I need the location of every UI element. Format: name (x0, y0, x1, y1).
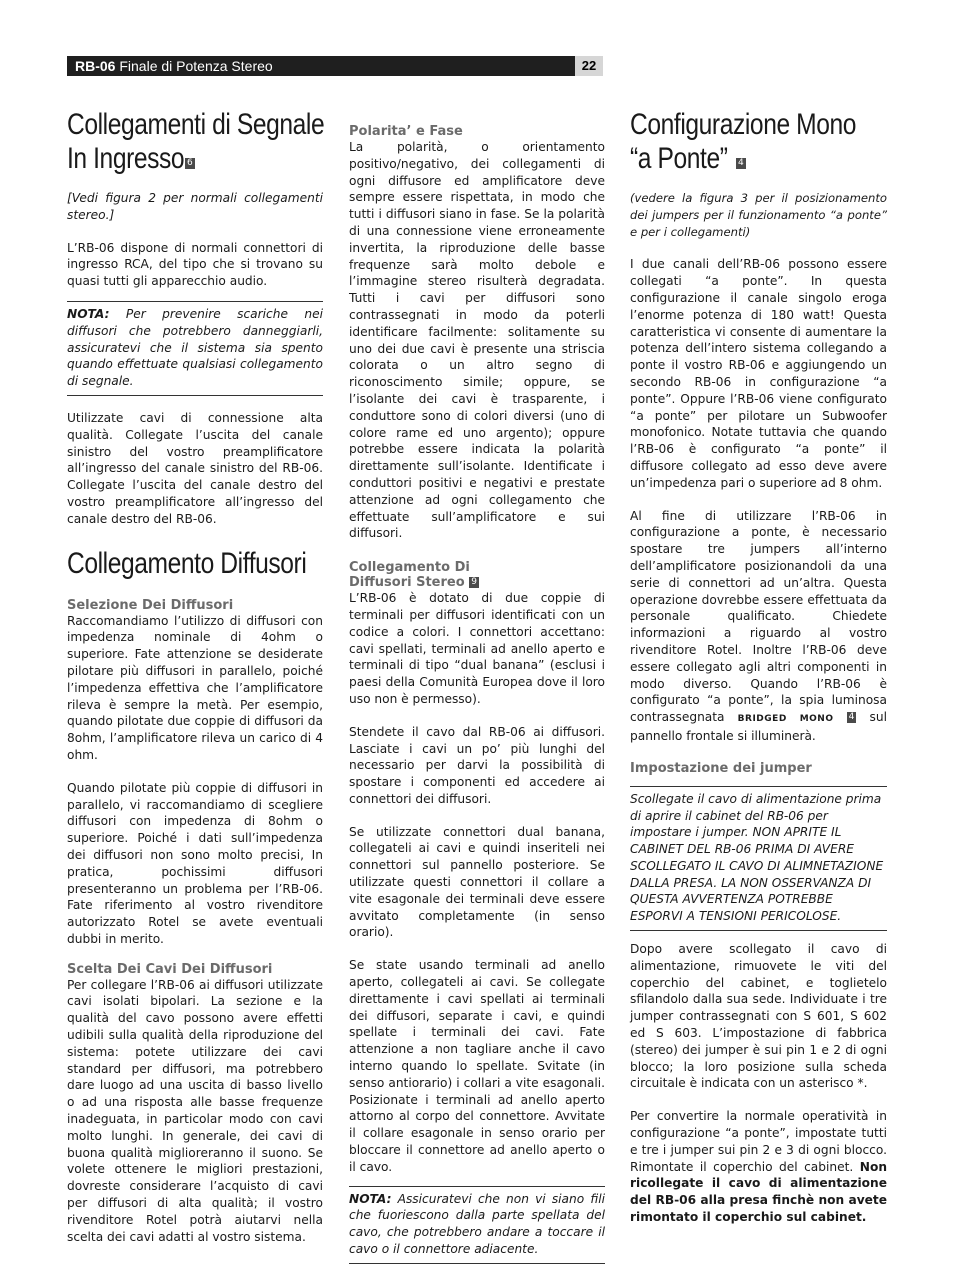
header-title (75, 56, 273, 76)
subheading: Polarita’ e Fase (349, 124, 463, 139)
paragraph-text: Al fine di utilizzare l’RB-06 in configurazione a ponte, è necessario spostare tre jumpers all’interno dell’amplificatore posizionandoli da una serie di connettori ad un’altra. Questa operazione dovrebbe essere effettuata da personale qualificato. Chiedete informazioni a riguardo al vostro rivenditore Rotel. Inoltre l’RB-06 deve essere collegato agli altri componenti in modo diverso. Quando l’RB-06 è configurato “a ponte”, la spia luminosa contrassegnata (630, 508, 887, 725)
paragraph: Per collegare l’RB-06 ai diffusori utilizzate cavi isolati bipolari. La sezione e la qualità del cavo possono avere effetti udibili sulla qualità della riproduzione del sistema: potete utilizzare dei cavi standard per diffusori, ma potrebbero dare luogo ad una uscita di basso livello o ad una risposta alle basse frequenze inadeguata, in particolar modo con cavi molto lunghi. In generale, dei cavi di buona qualità miglioreranno il suono. Se volete ottenere le migliori prestazioni, dovreste considerare l’acquisto di cavi per diffusori di alta qualità; il vostro rivenditore Rotel potrà aiutarvi nella scelta dei cavi adatti al vostro sistema. (67, 977, 323, 1244)
paragraph: Raccomandiamo l’utilizzo di diffusori con impedenza nominale di 4ohm o superiore. Fate attenzione se desiderate pilotare più diffusori in parallelo, poiché l’impedenza effettiva che l’amplificatore rileva è sempre la metà. Per esempio, quando pilotate due coppie di diffusori da 8ohm, l’amplificatore rileva un carico di 4 ohm. (67, 613, 323, 762)
header-model: RB-06 (75, 58, 116, 74)
paragraph: Quando pilotate più coppie di diffusori in parallelo, vi raccomandiamo di scegliere diffusori con impedenza di 8ohm o superiore. Poiché i dati sull’impedenza dei diffusori non sono molto precisi, In pratica, pochissimi diffusori presenteranno un problema per l’RB-06. Fate riferimento al vostro rivenditore autorizzato Rotel se avete eventuali dubbi in merito. (67, 780, 323, 946)
section-title-speakers: Collegamento Diffusori (67, 546, 307, 580)
figure-reference: (vedere la figura 3 per il posizionamento dei jumpers per il funzionamento “a ponte” e per i collegamenti) (630, 191, 887, 239)
paragraph: La polarità, o orientamento positivo/negativo, dei collegamenti di ogni diffusore ed amplificatore deve sempre essere rispettata, in modo che tutti i diffusori siano in fase. Se la polarità di una connessione viene erroneamente invertita, la riproduzione delle basse frequenze sarà molto debole e l’immagine stereo risulterà degradata. Tutti i cavi per diffusori sono contrassegnati in modo da poterli identificare facilmente: solitamente su uno dei due cavi è presente una striscia colorata o un altro segno di riconoscimento simile; oppure, se l’isolante dei cavi è trasparente, i conduttore sono di colori diversi (uno di colore rame ed uno argento); oppure potrebbe essere indicata la polarità direttamente sull’isolante. Identificate i conduttori positivi e negativi e prestate attenzione ad ogni collegamento che effettuate sull’amplificatore e sui diffusori. (349, 140, 605, 541)
column-1 (67, 108, 323, 1245)
note-text: Per prevenire scariche nei diffusori che potrebbero danneggiarli, assicuratevi che il sistema sia spento quando effettuate qualsiasi collegamento di segnale. (67, 306, 323, 389)
subheading-stereo-speakers (349, 560, 605, 590)
paragraph: Dopo avere scollegato il cavo di alimentazione, rimuovete le viti del coperchio del cabinet, e toglietelo sfilandolo dalla sua sede. Individuate i tre jumper contrassegnati con S 601, S 602 ed S 603. L’impostazione di fabbrica (stereo) dei jumper è sui pin 1 e 2 di ogni blocco; la loro posizione sulla scheda circuitale è indicata con un asterisco *. (630, 942, 887, 1091)
paragraph: L’RB-06 è dotato di due coppie di terminali per diffusori identificati con un codice a colori. I connettori accettano: cavi spellati, terminali ad anello aperto e terminali di tipo “dual banana” (esclusi i paesi della Comunità Europea dove il loro uso non è permesso). (349, 591, 605, 706)
paragraph-text: sul pannello frontale si illuminerà. (630, 710, 888, 743)
figure-badge: 4 (848, 712, 855, 723)
subheading: Selezione Dei Diffusori (67, 597, 234, 613)
paragraph: Se state usando terminali ad anello aperto, collegateli ai cavi. Se collegate direttamente i cavi spellati ai terminali dei diffusori, separate i cavi, e quindi spellate i terminali dei cavi. Fate attenzione a non tagliare anche il cavo interno quando lo spellate. Svitate (in senso antiorario) i collari a vite esagonali. Posizionate i terminali ad anello aperto attorno al corpo del connettore. Avvitate il collare esagonale in senso orario per bloccare il connettore ad anello aperto o il cavo. (349, 958, 605, 1174)
column-3 (630, 108, 887, 1226)
page-header (67, 56, 603, 76)
warning-text: Scollegate il cavo di alimentazione prima di aprire il cabinet del RB-06 per impostare i jumper. NON APRITE IL CABINET DEL RB-06 PRIMA DI AVERE SCOLLEGATO IL CAVO DI ALIMNETAZIONE DALLA PRESA. LA NON OSSERVANZA DI QUESTA AVVERTENZA POTREBBE ESPORVI A TENSIONI PERICOLOSE. (630, 791, 884, 924)
figure-badge: 6 (187, 158, 193, 168)
section-title-signal-input (67, 108, 325, 176)
figure-badge: 4 (738, 158, 744, 168)
subheading-line-1: Collegamento Di (349, 560, 470, 576)
paragraph (630, 1108, 887, 1226)
paragraph: Utilizzate cavi di connessione alta qualità. Collegate l’uscita del canale sinistro del vostro preamplificatore all’ingresso del canale sinistro del RB-06. Collegate l’uscita del canale destro del vostro preamplificatore all’ingresso del canale destro del RB-06. (67, 410, 323, 526)
paragraph: L’RB-06 dispone di normali connettori di ingresso RCA, del tipo che si trovano su quasi tutti gli apparecchio audio. (67, 240, 323, 289)
title-line-1: Collegamenti di Segnale (67, 108, 325, 141)
warning-box (630, 786, 887, 931)
column-2 (349, 124, 605, 1264)
page-number: 22 (575, 56, 603, 76)
subheading-line-2: Diffusori Stereo (349, 575, 465, 591)
note-label: NOTA: (349, 1191, 392, 1206)
subheading: Scelta Dei Cavi Dei Diffusori (67, 961, 273, 977)
paragraph: Stendete il cavo dal RB-06 ai diffusori. Lasciate i cavi un po’ più lunghi del necessario per darvi la possibilità di spostare i componenti ed accedere ai connettori dei diffusori. (349, 724, 605, 806)
note-label: NOTA: (67, 306, 110, 321)
bridged-mono-label: BRIDGED MONO (737, 714, 834, 725)
figure-badge: 9 (471, 577, 477, 588)
paragraph (630, 508, 887, 745)
note-box (67, 301, 323, 396)
title-line-1: Configurazione Mono (630, 108, 857, 141)
header-subtitle: Finale di Potenza Stereo (119, 58, 273, 74)
figure-reference: [Vedi figura 2 per normali collegamenti stereo.] (67, 191, 323, 222)
note-text: Assicuratevi che non vi siano fili che fuoriescono dalla parte spellata del cavo, che potrebbero andare a toccare il cavo o il connettore adiacente. (349, 1191, 605, 1257)
title-line-2: In Ingresso (67, 142, 185, 175)
bold-warning-text: Non ricollegate il cavo di alimentazione del RB-06 alla presa finchè non avete rimontato il coperchio sul cabinet. (630, 1159, 887, 1225)
paragraph-text: Per convertire la normale operatività in configurazione “a ponte”, impostate tutti e tre i jumper sui pin 2 e 3 di ogni blocco. Rimontate il coperchio del cabinet. (630, 1109, 887, 1174)
paragraph: Se utilizzate connettori dual banana, collegateli ai cavi e quindi inseriteli nei connettori sul pannello posteriore. Se utilizzate questi connettori il collare a vite esagonale dei terminali deve essere avvitato completamente (in senso orario). (349, 824, 605, 940)
title-line-2: “a Ponte” (630, 142, 728, 175)
paragraph: I due canali dell’RB-06 possono essere collegati “a ponte”. In questa configurazione il canale singolo eroga l’enorme potenza di 180 watt! Questa caratteristica vi consente di aumentare la potenza dell’intero sistema collegando a ponte il vostro RB-06 e aggiungendo un secondo RB-06 in configurazione “a ponte”. Oppure l’RB-06 viene configurato “a ponte” per pilotare un Subwoofer monofonico. Notate tuttavia che quando l’RB-06 è configurato “a ponte” il diffusore collegato ad esso deve avere un’impedenza pari o superiore ad 8 ohm. (630, 257, 887, 490)
subheading: Impostazione dei jumper (630, 760, 812, 776)
note-box (349, 1186, 605, 1264)
